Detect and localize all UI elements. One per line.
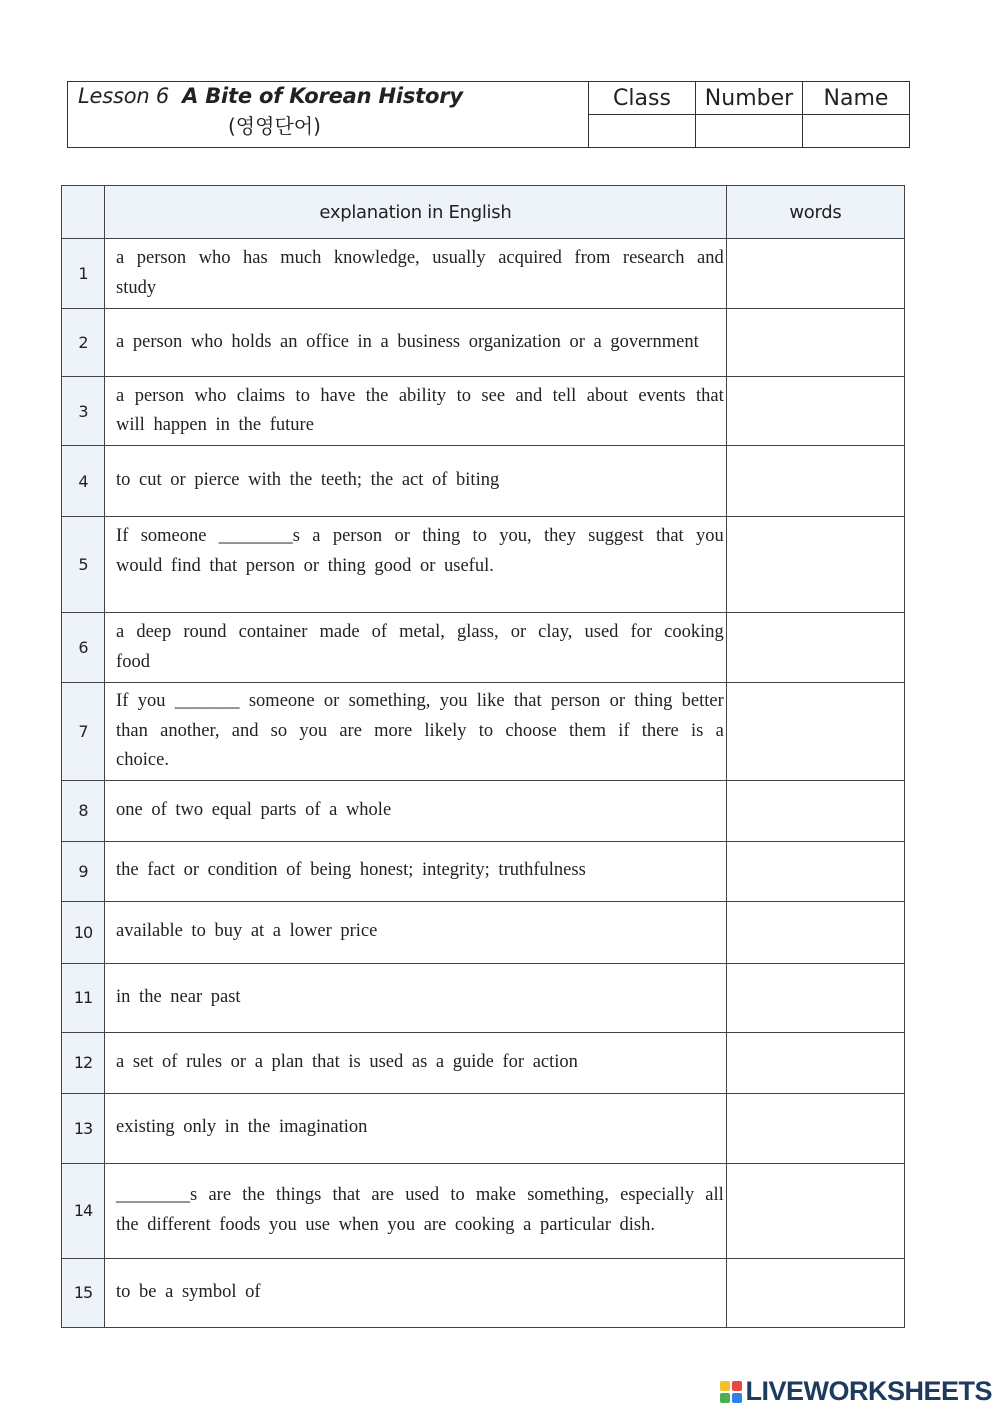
row-number: 9 xyxy=(62,841,105,901)
explanation-cell: existing only in the imagination xyxy=(105,1093,727,1163)
title-cell xyxy=(68,82,589,148)
table-header-row xyxy=(62,186,905,239)
class-label: Class xyxy=(589,82,696,115)
row-number: 11 xyxy=(62,963,105,1032)
class-field[interactable] xyxy=(589,115,696,148)
explanation-cell: If someone ________s a person or thing to you, they suggest that you would find that person or thing good or useful. xyxy=(105,517,727,613)
number-label: Number xyxy=(696,82,803,115)
explanation-cell: to cut or pierce with the teeth; the act of biting xyxy=(105,446,727,517)
brand-name: LIVEWORKSHEETS xyxy=(745,1376,992,1406)
number-field[interactable] xyxy=(696,115,803,148)
row-number: 5 xyxy=(62,517,105,613)
answer-input-cell[interactable] xyxy=(726,377,904,446)
answer-input-cell[interactable] xyxy=(726,1093,904,1163)
explanation-cell: in the near past xyxy=(105,963,727,1032)
answer-input-cell[interactable] xyxy=(726,239,904,309)
explanation-cell: If you _______ someone or something, you like that person or thing better than another, and so you are more likely to choose them if there is a choice. xyxy=(105,683,727,781)
answer-input-cell[interactable] xyxy=(726,517,904,613)
explanation-cell: a person who claims to have the ability to see and tell about events that will happen in the future xyxy=(105,377,727,446)
answer-input-cell[interactable] xyxy=(726,446,904,517)
table-row xyxy=(62,780,905,841)
table-row xyxy=(62,1258,905,1327)
row-number: 6 xyxy=(62,613,105,683)
answer-input-cell[interactable] xyxy=(726,683,904,781)
table-row xyxy=(62,1163,905,1258)
row-number: 4 xyxy=(62,446,105,517)
liveworksheets-logo xyxy=(720,1376,992,1407)
table-row xyxy=(62,517,905,613)
table-row xyxy=(62,963,905,1032)
lesson-subtitle: (영영단어) xyxy=(228,114,321,138)
answer-input-cell[interactable] xyxy=(726,613,904,683)
explanation-cell: available to buy at a lower price xyxy=(105,901,727,963)
row-number: 2 xyxy=(62,309,105,377)
row-number: 14 xyxy=(62,1163,105,1258)
vocab-table xyxy=(61,185,905,1328)
table-row xyxy=(62,683,905,781)
explanation-cell: the fact or condition of being honest; integrity; truthfulness xyxy=(105,841,727,901)
answer-input-cell[interactable] xyxy=(726,963,904,1032)
row-number: 1 xyxy=(62,239,105,309)
name-field[interactable] xyxy=(803,115,910,148)
row-number: 10 xyxy=(62,901,105,963)
row-number: 3 xyxy=(62,377,105,446)
num-header xyxy=(62,186,105,239)
row-number: 8 xyxy=(62,780,105,841)
answer-input-cell[interactable] xyxy=(726,901,904,963)
explanation-cell: a person who has much knowledge, usually acquired from research and study xyxy=(105,239,727,309)
row-number: 15 xyxy=(62,1258,105,1327)
explanation-cell: a person who holds an office in a business organization or a government xyxy=(105,309,727,377)
answer-input-cell[interactable] xyxy=(726,841,904,901)
table-row xyxy=(62,377,905,446)
explanation-cell: ________s are the things that are used to make something, especially all the different foods you use when you are cooking a particular dish. xyxy=(105,1163,727,1258)
table-row xyxy=(62,1032,905,1093)
table-row xyxy=(62,901,905,963)
table-row xyxy=(62,841,905,901)
row-number: 12 xyxy=(62,1032,105,1093)
explanation-header: explanation in English xyxy=(105,186,727,239)
explanation-cell: a set of rules or a plan that is used as a guide for action xyxy=(105,1032,727,1093)
table-row xyxy=(62,239,905,309)
row-number: 13 xyxy=(62,1093,105,1163)
explanation-cell: a deep round container made of metal, glass, or clay, used for cooking food xyxy=(105,613,727,683)
table-row xyxy=(62,613,905,683)
answer-input-cell[interactable] xyxy=(726,309,904,377)
answer-input-cell[interactable] xyxy=(726,1258,904,1327)
header-table xyxy=(67,81,910,148)
explanation-cell: one of two equal parts of a whole xyxy=(105,780,727,841)
lesson-title: Lesson 6 A Bite of Korean History xyxy=(78,84,463,108)
table-row xyxy=(62,446,905,517)
table-row xyxy=(62,1093,905,1163)
table-row xyxy=(62,309,905,377)
name-label: Name xyxy=(803,82,910,115)
answer-input-cell[interactable] xyxy=(726,1163,904,1258)
logo-icon xyxy=(720,1381,742,1403)
row-number: 7 xyxy=(62,683,105,781)
explanation-cell: to be a symbol of xyxy=(105,1258,727,1327)
answer-input-cell[interactable] xyxy=(726,1032,904,1093)
answer-input-cell[interactable] xyxy=(726,780,904,841)
words-header: words xyxy=(726,186,904,239)
